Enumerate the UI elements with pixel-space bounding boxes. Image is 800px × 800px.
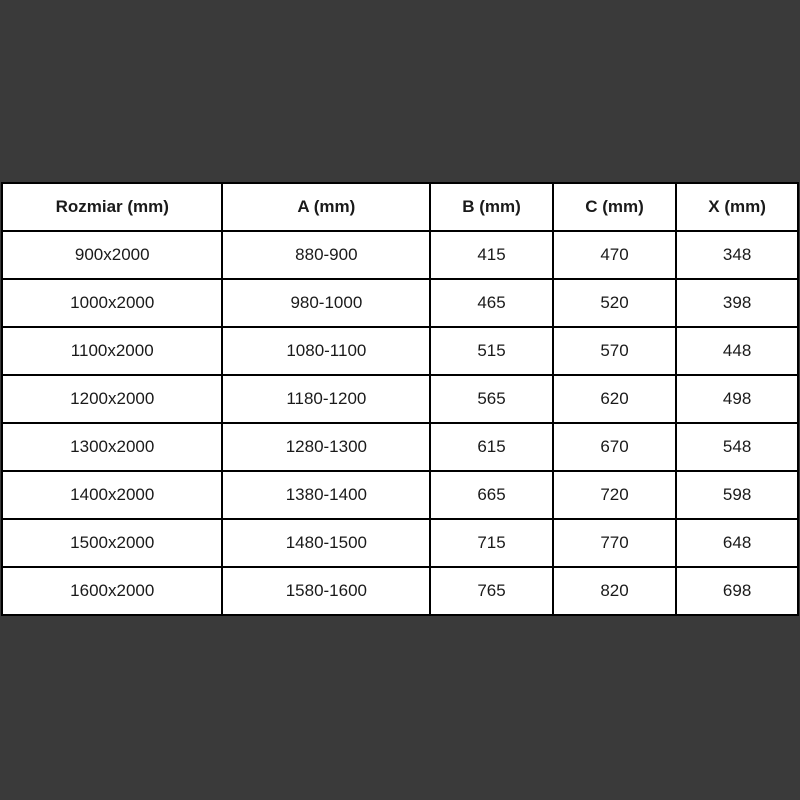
table-row [2,279,798,327]
cell-c: 670 [553,423,676,471]
cell-a: 1280-1300 [222,423,430,471]
table-row [2,231,798,279]
header-row [2,183,798,231]
table-row [2,423,798,471]
table-row [2,375,798,423]
cell-x: 698 [676,567,798,615]
cell-a: 1580-1600 [222,567,430,615]
cell-c: 470 [553,231,676,279]
header-a: A (mm) [222,183,430,231]
cell-a: 1180-1200 [222,375,430,423]
cell-x: 398 [676,279,798,327]
cell-c: 820 [553,567,676,615]
size-spec-table-container [1,182,799,616]
cell-a: 1380-1400 [222,471,430,519]
cell-rozmiar: 900x2000 [2,231,222,279]
cell-rozmiar: 1300x2000 [2,423,222,471]
header-c: C (mm) [553,183,676,231]
cell-b: 765 [430,567,553,615]
cell-rozmiar: 1100x2000 [2,327,222,375]
cell-c: 620 [553,375,676,423]
cell-b: 515 [430,327,553,375]
cell-rozmiar: 1400x2000 [2,471,222,519]
cell-x: 648 [676,519,798,567]
cell-a: 1480-1500 [222,519,430,567]
table-row [2,471,798,519]
header-x: X (mm) [676,183,798,231]
cell-x: 598 [676,471,798,519]
cell-c: 570 [553,327,676,375]
cell-c: 520 [553,279,676,327]
header-b: B (mm) [430,183,553,231]
table-row [2,567,798,615]
cell-b: 715 [430,519,553,567]
cell-b: 565 [430,375,553,423]
cell-a: 1080-1100 [222,327,430,375]
cell-rozmiar: 1200x2000 [2,375,222,423]
cell-b: 415 [430,231,553,279]
cell-rozmiar: 1600x2000 [2,567,222,615]
cell-x: 548 [676,423,798,471]
cell-a: 880-900 [222,231,430,279]
cell-a: 980-1000 [222,279,430,327]
table-row [2,519,798,567]
cell-b: 465 [430,279,553,327]
cell-x: 448 [676,327,798,375]
cell-x: 498 [676,375,798,423]
table-row [2,327,798,375]
cell-c: 770 [553,519,676,567]
header-rozmiar: Rozmiar (mm) [2,183,222,231]
cell-rozmiar: 1000x2000 [2,279,222,327]
cell-b: 665 [430,471,553,519]
cell-b: 615 [430,423,553,471]
cell-rozmiar: 1500x2000 [2,519,222,567]
size-spec-table [1,182,799,616]
cell-c: 720 [553,471,676,519]
cell-x: 348 [676,231,798,279]
